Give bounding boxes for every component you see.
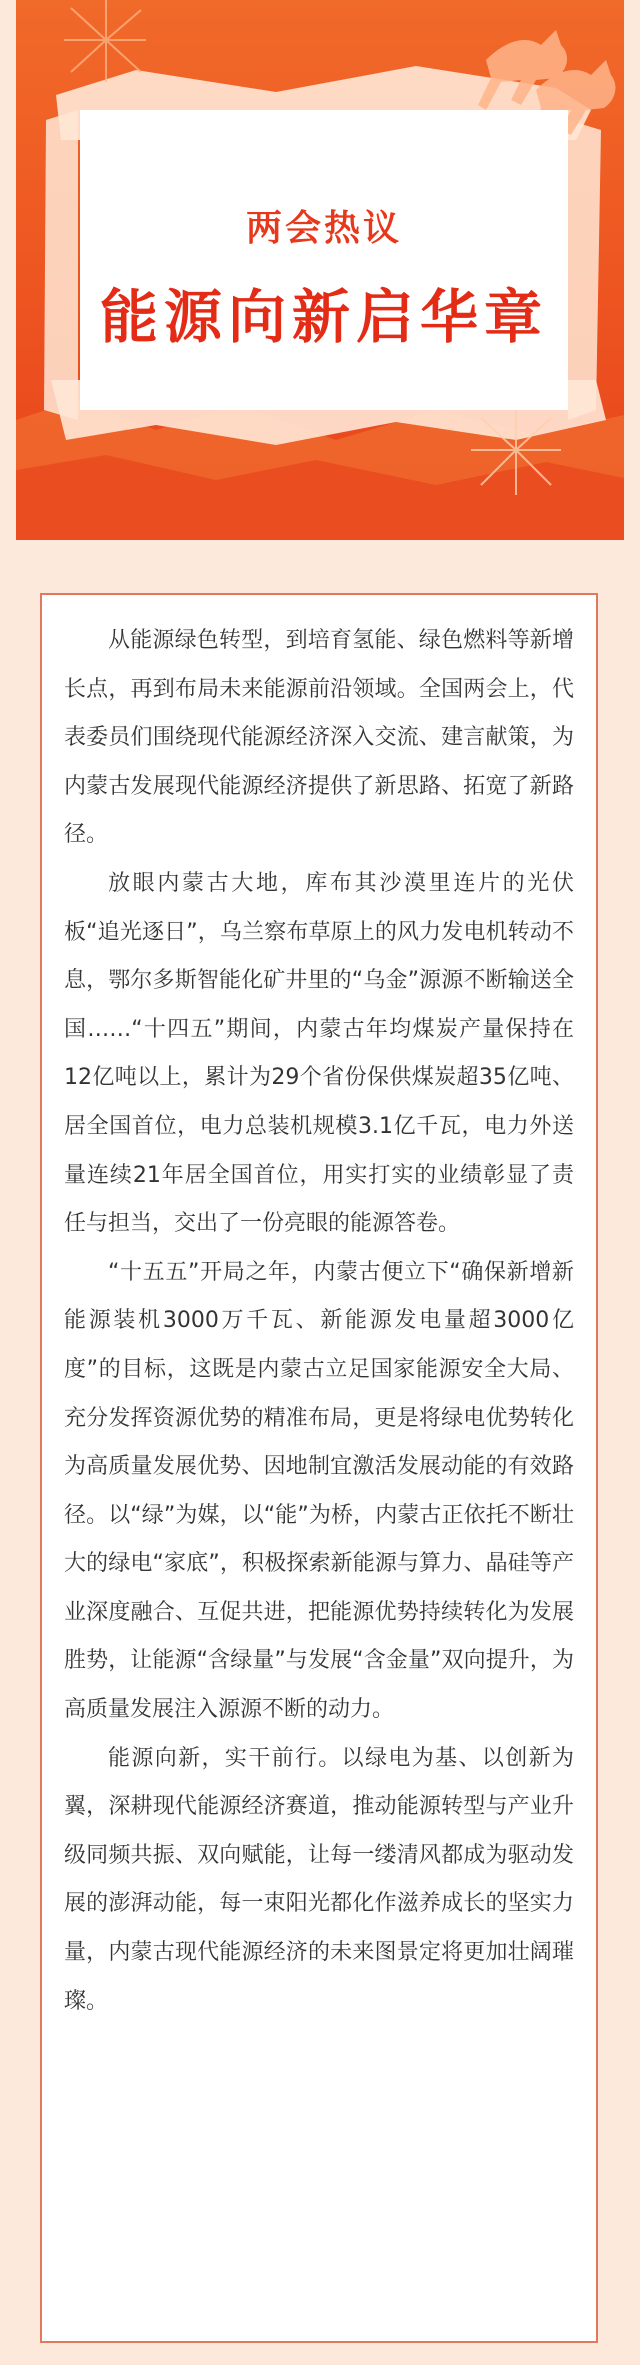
- article-body: [64, 617, 574, 2026]
- title-card: [80, 110, 568, 410]
- paragraph: “十五五”开局之年，内蒙古便立下“确保新增新能源装机3000万千瓦、新能源发电量超3000亿度”的目标，这既是内蒙古立足国家能源安全大局、充分发挥资源优势的精准布局，更是将绿电优势转化为高质量发展优势、因地制宜激活发展动能的有效路径。以“绿”为媒，以“能”为桥，内蒙古正依托不断壮大的绿电“家底”，积极探索新能源与算力、晶硅等产业深度融合、互促共进，把能源优势持续转化为发展胜势，让能源“含绿量”与发展“含金量”双向提升，为高质量发展注入源源不断的动力。: [64, 1259, 574, 1723]
- paragraph: 能源向新，实干前行。以绿电为基、以创新为翼，深耕现代能源经济赛道，推动能源转型与产业升级同频共振、双向赋能，让每一缕清风都成为驱动发展的澎湃动能，每一束阳光都化作滋养成长的坚实力量，内蒙古现代能源经济的未来图景定将更加壮阔璀璨。: [64, 1745, 574, 2014]
- header-kicker: 两会热议: [245, 208, 402, 249]
- firework-icon: [64, 0, 146, 82]
- header-banner: [16, 0, 624, 540]
- paragraph: 放眼内蒙古大地，库布其沙漠里连片的光伏板“追光逐日”，乌兰察布草原上的风力发电机转动不息，鄂尔多斯智能化矿井里的“乌金”源源不断输送全国……“十四五”期间，内蒙古年均煤炭产量保持在12亿吨以上，累计为29个省份保供煤炭超35亿吨、居全国首位，电力总装机规模3.1亿千瓦，电力外送量连续21年居全国首位，用实打实的业绩彰显了责任与担当，交出了一份亮眼的能源答卷。: [64, 870, 574, 1237]
- article-box: [40, 593, 598, 2343]
- page-title: 能源向新启华章: [99, 283, 548, 351]
- paragraph: 从能源绿色转型，到培育氢能、绿色燃料等新增长点，再到布局未来能源前沿领域。全国两会上，代表委员们围绕现代能源经济深入交流、建言献策，为内蒙古发展现代能源经济提供了新思路、拓宽了新路径。: [64, 628, 574, 848]
